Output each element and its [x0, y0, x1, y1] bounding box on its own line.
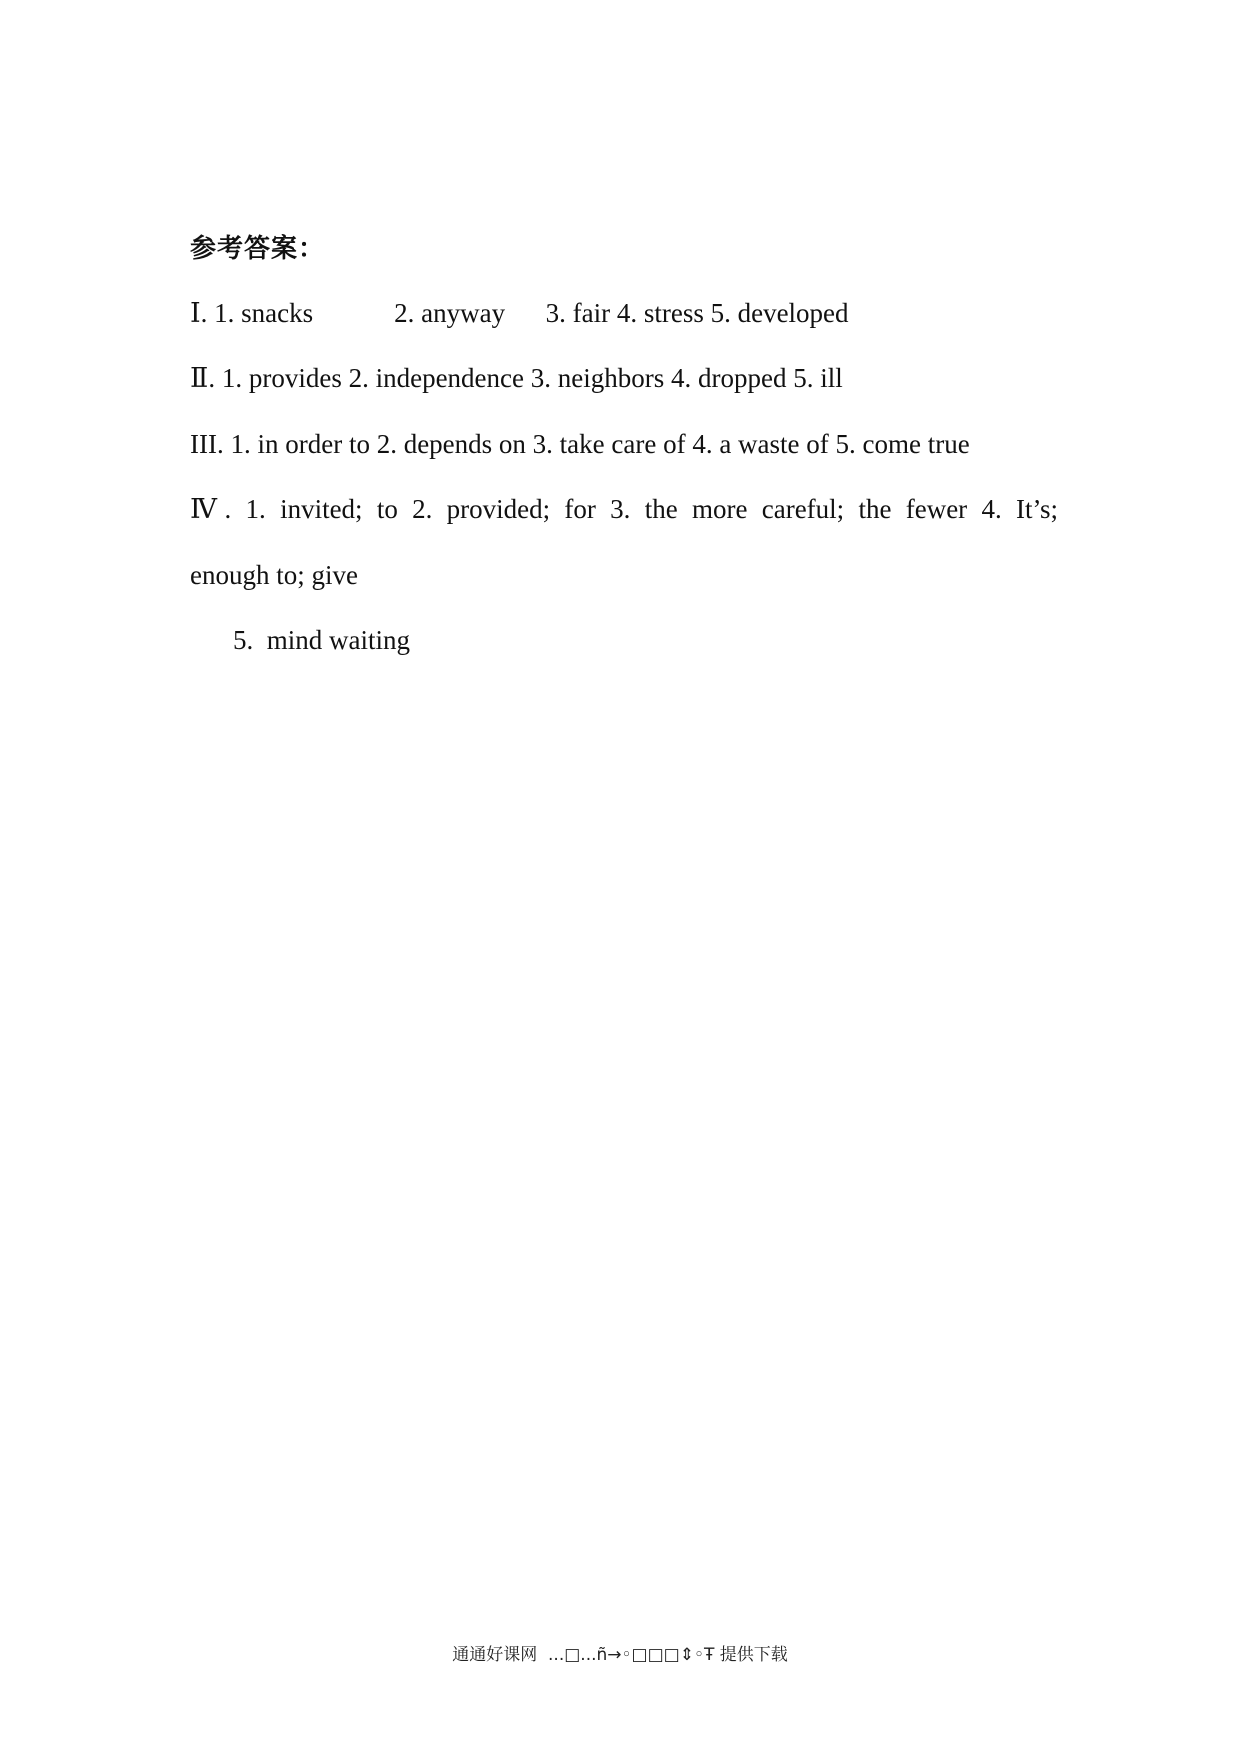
answer-key-heading: 参考答案： [190, 234, 326, 264]
page-footer: 通通好课网 ...□...ñ→◦□□□⇕◦Ŧ 提供下载 [452, 1645, 788, 1665]
answer-section-4: Ⅳ. 1. invited; to 2. provided; for 3. the more careful; the fewer 4. It’s; [190, 494, 1058, 524]
answer-section-4-continued: enough to; give [190, 560, 358, 590]
answer-section-1: Ⅰ. 1. snacks 2. anyway 3. fair 4. stress 5. developed [190, 298, 849, 328]
answer-section-3: III. 1. in order to 2. depends on 3. take care of 4. a waste of 5. come true [190, 429, 970, 459]
answer-section-2: Ⅱ. 1. provides 2. independence 3. neighbors 4. dropped 5. ill [190, 363, 843, 393]
answer-section-4-item-5: 5. mind waiting [233, 625, 410, 655]
